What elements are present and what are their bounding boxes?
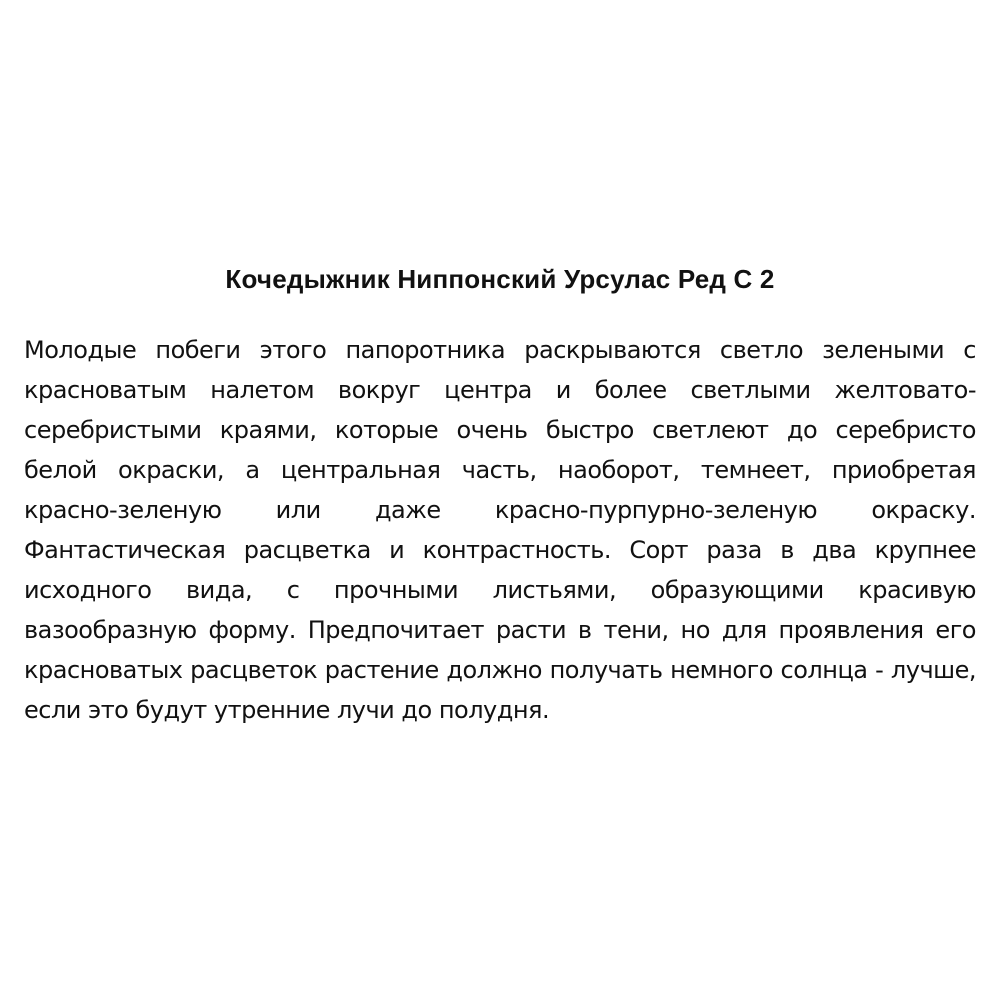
page-title: Кочедыжник Ниппонский Урсулас Ред С 2 bbox=[225, 264, 775, 294]
document bbox=[24, 258, 976, 730]
description-paragraph: Молодые побеги этого папоротника раскрываются светло зелеными с красноватым налетом вокруг центра и более светлыми желтовато-серебристыми краями, которые очень быстро светлеют до серебристо белой окраски, а центральная часть, наоборот, темнеет, приобретая красно-зеленую или даже красно-пурпурно-зеленую окраску. Фантастическая расцветка и контрастность. Сорт раза в два крупнее исходного вида, с прочными листьями, образующими красивую вазообразную форму. Предпочитает расти в тени, но для проявления его красноватых расцветок растение должно получать немного солнца - лучше, если это будут утренние лучи до полудня. bbox=[24, 336, 976, 724]
